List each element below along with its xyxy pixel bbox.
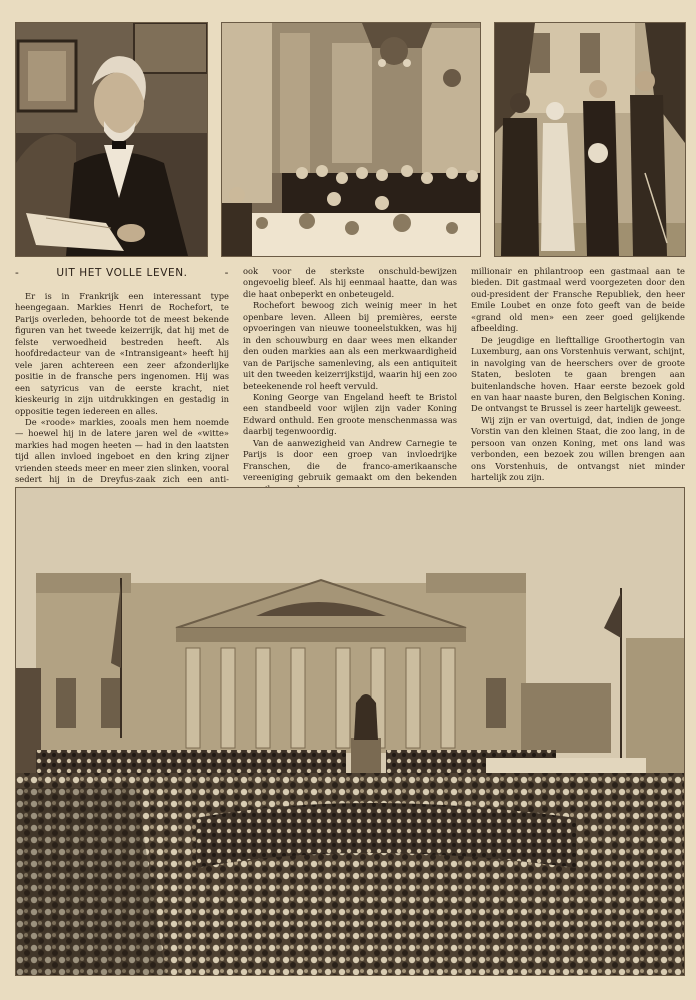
paragraph: Koning George van Engeland heeft te Bristol een standbeeld voor wijlen zijn vader Koning Edward onthuld. Een groote menschenmassa was daarbij tegenwoordig.: [243, 391, 457, 437]
paragraph: De jeugdige en liefttallige Groothertogin van Luxemburg, aan ons Vorstenhuis verwant, schijnt, in navolging van de heerschers over de groote Staten, besloten te gaan brengen aan buitenlandsche hoven. Haar eerste bezoek gold en van haar naaste buren, den Belgischen Koning. De ontvangst te Brussel is zeer hartelijk geweest.: [471, 334, 685, 414]
visit-photo-grand-duchess: [494, 22, 686, 257]
paragraph: ook voor de sterkste onschuld-bewijzen ongevoelig bleef. Als hij eenmaal haatte, dan was die haat onbeperkt en onbeteugeld.: [243, 266, 457, 299]
text-column-2: [243, 266, 457, 495]
paragraph: Er is in Frankrijk een interessant type heengegaan. Markies Henri de Rochefort, te Parijs overleden, behoorde tot de meest bekende figuren van het tweede keizerrijk, dat hij met de felste verwoedheid bestreden heeft. Als hoofdredacteur van de «Intransigeant» heeft hij vele jaren achtereen een zeer afzonderlijke positie in de fransche pers ingenomen. Hij was een satyricus van de eerste kracht, niet kieskeurig in zijn uitdrukkingen en gestadig in oppositie tegen iedereen en alles.: [15, 291, 229, 416]
paragraph: De «roode» markies, zooals men hem noemde — hoewel hij in de latere jaren wel de «witte» markies had mogen heeten — had in den laatsten tijd allen invloed ingeboet en den kring zijner vrienden steeds meer en meer zien slinken, vooral sedert hij in de Dreyfus-zaak zich een anti-: [15, 416, 229, 485]
headline-left-mark: -: [15, 267, 20, 279]
paragraph: Wij zijn er van overtuigd, dat, indien de jonge Vorstin van den kleinen Staat, die zoo lang, in de persoon van onzen Koning, met ons land was verbonden, een bezoek zou willen brengen aan ons Vorstenhuis, de ontvangst niet minder hartelijk zou zijn.: [471, 414, 685, 483]
headline-right-mark: -: [224, 267, 229, 279]
text-column-1: [15, 291, 229, 497]
banquet-photo-carnegie: [221, 22, 481, 257]
paragraph: Rochefort bewoog zich weinig meer in het openbare leven. Alleen bij premières, eerste opvoeringen van nieuwe tooneelstukken, was hij in den schouwburg en daar wees men elkander den ouden markies aan als een merkwaardigheid van de Parijsche samenleving, als een antiquiteit uit den tweeden keizerrijkstijd, waarin hij een zoo beteekenende rol heeft vervuld.: [243, 300, 457, 391]
portrait-photo-rochefort: [15, 22, 208, 257]
headline-title: UIT HET VOLLE LEVEN.: [56, 267, 188, 279]
section-headline: [15, 265, 229, 281]
statue-unveiling-photo-bristol: [15, 487, 685, 976]
text-column-3: [471, 266, 685, 484]
paragraph: millionair en philantroop een gastmaal aan te bieden. Dit gastmaal werd voorgezeten door den oud-president der Fransche Republiek, den heer Emile Loubet en onze foto geeft van de beide «grand old men» een zeer goed gelijkende afbeelding.: [471, 266, 685, 334]
paragraph: Van de aanwezigheid van Andrew Carnegie te Parijs is door een groep van invloedrijke Franschen, die de franco-amerikaansche vereeniging gebruik gemaakt om den bekenden: [243, 437, 457, 483]
